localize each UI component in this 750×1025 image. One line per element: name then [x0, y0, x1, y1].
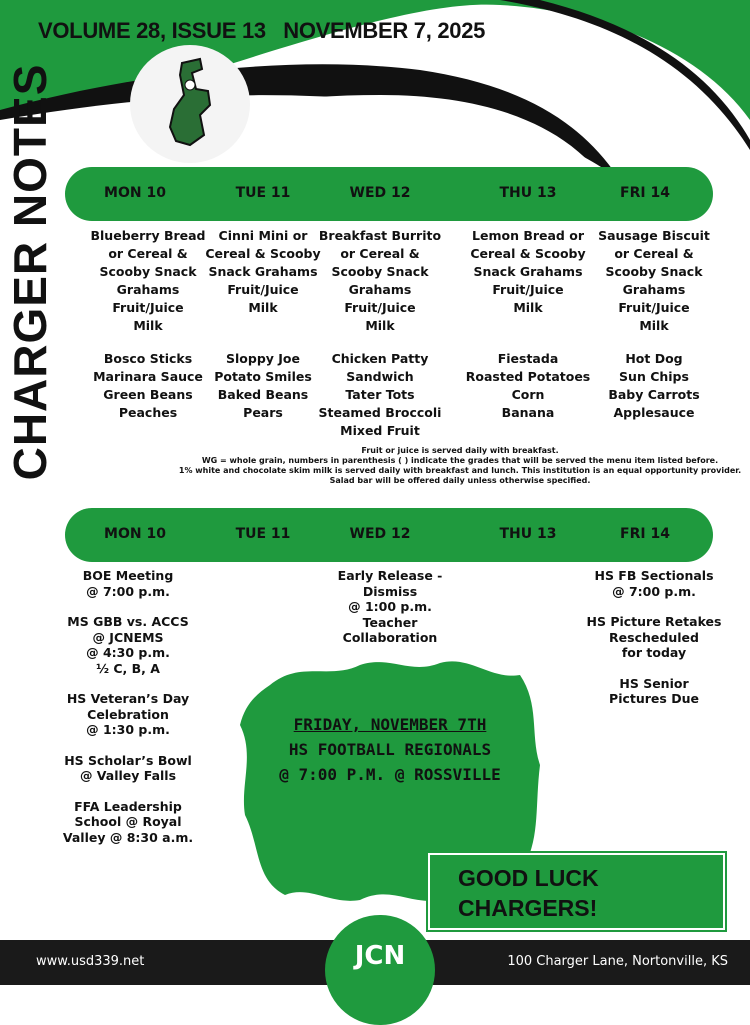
- menu-item: Breakfast Burrito: [318, 228, 442, 243]
- event-line: HS Veteran’s Day: [66, 691, 190, 706]
- website-link[interactable]: www.usd339.net: [36, 954, 145, 969]
- event-line: Dismiss: [362, 583, 418, 599]
- good-luck-box: [428, 853, 725, 930]
- menu-days-bar: [65, 167, 713, 221]
- menu-day-mon: MON 10: [104, 185, 166, 201]
- menu-item: Milk: [513, 300, 543, 315]
- menu-item: Applesauce: [613, 405, 695, 420]
- event-line: @ 4:30 p.m.: [86, 645, 170, 660]
- menu-item: Steamed Broccoli: [318, 405, 442, 420]
- event-line: @ 7:00 p.m.: [612, 583, 696, 599]
- event-item: [53, 799, 203, 846]
- event-line: Celebration: [87, 706, 169, 722]
- event-line: Rescheduled: [609, 629, 699, 645]
- menu-item: or Cereal &: [108, 246, 188, 261]
- menu-item: Grahams: [622, 282, 686, 297]
- lunch-column: [463, 350, 593, 422]
- menu-item: Fruit/Juice: [344, 300, 416, 315]
- address: 100 Charger Lane, Nortonville, KS: [507, 954, 728, 969]
- menu-item: Tater Tots: [345, 387, 415, 402]
- menu-item: Sandwich: [346, 369, 414, 384]
- menu-item: Corn: [511, 387, 545, 402]
- breakfast-column: [83, 227, 213, 335]
- events-wed: [315, 568, 465, 661]
- menu-item: Cereal & Scooby: [205, 246, 321, 261]
- menu-item: Baby Carrots: [608, 387, 700, 402]
- menu-item: Fiestada: [497, 351, 559, 366]
- event-line: Early Release -: [337, 568, 443, 583]
- note: WG = whole grain, numbers in parenthesis ( ) indicate the grades that will be served the menu item listed before.: [201, 456, 719, 465]
- menu-item: Mixed Fruit: [340, 423, 420, 438]
- event-line: ½ C, B, A: [96, 660, 160, 676]
- event-line: for today: [621, 645, 687, 660]
- badge-text: JCN: [354, 941, 406, 971]
- event-item: [53, 691, 203, 738]
- menu-item: Marinara Sauce: [93, 369, 203, 384]
- menu-day-fri: FRI 14: [620, 185, 670, 201]
- event-item: [53, 568, 203, 599]
- menu-item: Potato Smiles: [214, 369, 312, 384]
- menu-item: Scooby Snack: [331, 264, 429, 279]
- menu-item: Milk: [365, 318, 395, 333]
- menu-item: Fruit/Juice: [618, 300, 690, 315]
- menu-item: Hot Dog: [625, 351, 683, 366]
- breakfast-column: [198, 227, 328, 317]
- good-luck-line: GOOD LUCK: [458, 865, 599, 891]
- menu-item: Snack Grahams: [473, 264, 583, 279]
- charger-knight-logo: [130, 45, 250, 163]
- menu-item: Chicken Patty: [331, 351, 429, 366]
- menu-item: Roasted Potatoes: [465, 369, 591, 384]
- event-line: HS Senior: [619, 675, 689, 691]
- highlight-text: [240, 712, 540, 787]
- menu-item: Lemon Bread or: [472, 228, 584, 243]
- event-line: FFA Leadership: [74, 798, 182, 814]
- menu-item: Cereal & Scooby: [470, 246, 586, 261]
- highlight-line: HS FOOTBALL REGIONALS: [288, 740, 492, 759]
- menu-item: Baked Beans: [217, 387, 309, 402]
- note: 1% white and chocolate skim milk is served daily with breakfast and lunch. This institution is an equal opportunity provider.: [178, 466, 742, 475]
- event-day-fri: FRI 14: [620, 526, 670, 542]
- menu-item: Bosco Sticks: [103, 351, 193, 366]
- event-line: HS Picture Retakes: [586, 614, 722, 629]
- menu-item: Grahams: [348, 282, 412, 297]
- menu-item: Banana: [501, 405, 555, 420]
- menu-item: Scooby Snack: [605, 264, 703, 279]
- masthead-title: CHARGER NOTES: [4, 63, 56, 481]
- menu-item: Pears: [243, 405, 283, 420]
- highlight-line: FRIDAY, NOVEMBER 7TH: [293, 715, 487, 734]
- event-day-mon: MON 10: [104, 526, 166, 542]
- volume-issue-date: VOLUME 28, ISSUE 13 NOVEMBER 7, 2025: [38, 18, 486, 43]
- note: Salad bar will be offered daily unless otherwise specified.: [329, 476, 591, 485]
- menu-day-tue: TUE 11: [235, 185, 291, 201]
- highlight-line: @ 7:00 P.M. @ ROSSVILLE: [279, 765, 501, 784]
- menu-item: Scooby Snack: [99, 264, 197, 279]
- event-item: [53, 614, 203, 676]
- event-line: @ JCNEMS: [92, 629, 164, 645]
- event-line: Valley @ 8:30 a.m.: [62, 829, 194, 845]
- lunch-column: [315, 350, 445, 440]
- events-mon: [53, 568, 203, 860]
- menu-item: or Cereal &: [340, 246, 420, 261]
- event-day-wed: WED 12: [349, 526, 411, 542]
- menu-item: Grahams: [116, 282, 180, 297]
- event-item: [579, 614, 729, 661]
- lunch-column: [83, 350, 213, 422]
- event-line: @ Valley Falls: [79, 768, 177, 783]
- breakfast-column: [315, 227, 445, 335]
- event-item: [53, 753, 203, 784]
- events-fri: [579, 568, 729, 722]
- menu-item: Fruit/Juice: [492, 282, 564, 297]
- menu-item: Sausage Biscuit: [598, 228, 710, 243]
- event-line: BOE Meeting: [82, 568, 174, 583]
- menu-day-thu: THU 13: [499, 185, 557, 201]
- menu-item: Green Beans: [103, 387, 193, 402]
- event-line: MS GBB vs. ACCS: [67, 614, 189, 629]
- menu-item: Snack Grahams: [208, 264, 318, 279]
- menu-item: Peaches: [118, 405, 178, 420]
- menu-item: or Cereal &: [614, 246, 694, 261]
- events-days-bar: [65, 508, 713, 562]
- event-item: [315, 568, 465, 646]
- good-luck-line: CHARGERS!: [458, 895, 598, 921]
- menu-item: Fruit/Juice: [227, 282, 299, 297]
- menu-item: Cinni Mini or: [218, 228, 308, 243]
- breakfast-column: [463, 227, 593, 317]
- note: Fruit or juice is served daily with breakfast.: [361, 446, 559, 455]
- event-line: @ 7:00 p.m.: [86, 583, 170, 599]
- menu-item: Milk: [133, 318, 163, 333]
- menu-day-wed: WED 12: [349, 185, 411, 201]
- menu-item: Milk: [639, 318, 669, 333]
- event-line: HS FB Sectionals: [594, 568, 714, 583]
- event-line: @ 1:30 p.m.: [86, 722, 170, 737]
- menu-item: Fruit/Juice: [112, 300, 184, 315]
- event-line: HS Scholar’s Bowl: [64, 752, 192, 768]
- menu-item: Sun Chips: [619, 369, 689, 384]
- breakfast-column: [589, 227, 719, 335]
- lunch-column: [198, 350, 328, 422]
- menu-item: Blueberry Bread: [90, 228, 206, 243]
- menu-item: Sloppy Joe: [226, 351, 300, 366]
- jcn-badge: [325, 915, 435, 1025]
- event-line: @ 1:00 p.m.: [348, 599, 432, 614]
- event-day-tue: TUE 11: [235, 526, 291, 542]
- event-line: Pictures Due: [609, 691, 699, 706]
- lunch-column: [589, 350, 719, 422]
- event-day-thu: THU 13: [499, 526, 557, 542]
- event-line: Collaboration: [342, 630, 438, 645]
- menu-notes: [150, 446, 750, 486]
- event-item: [579, 568, 729, 599]
- event-line: School @ Royal: [74, 814, 182, 829]
- event-item: [579, 676, 729, 707]
- event-line: Teacher: [362, 614, 418, 630]
- menu-item: Milk: [248, 300, 278, 315]
